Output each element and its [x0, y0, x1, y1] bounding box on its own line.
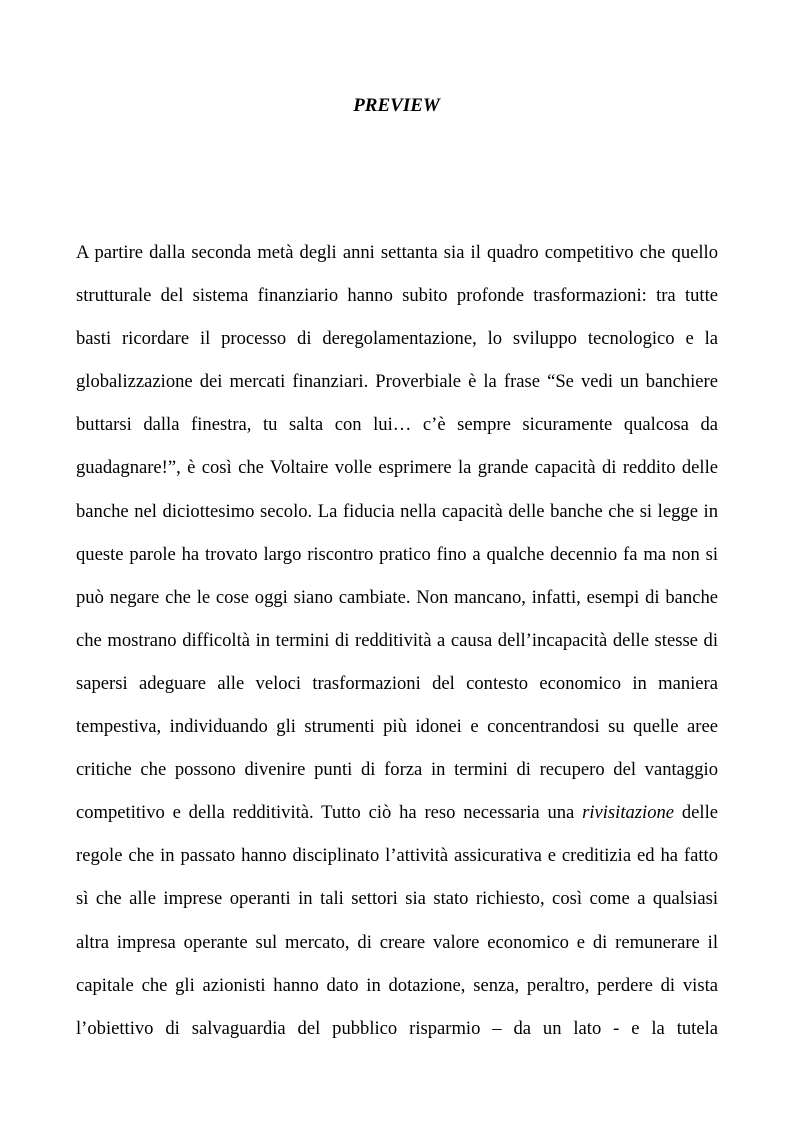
text-line	[76, 274, 718, 317]
text-line	[76, 231, 718, 274]
text-line	[76, 834, 718, 877]
text-line	[76, 317, 718, 360]
text-segment: globalizzazione dei mercati finanziari. Proverbiale è la frase “Se vedi un banchiere	[76, 371, 718, 393]
italic-text: rivisitazione	[582, 802, 675, 824]
text-line	[76, 360, 718, 403]
text-segment: altra impresa operante sul mercato, di creare valore economico e di remunerare il	[76, 931, 718, 953]
text-segment: delle	[674, 802, 718, 824]
text-line	[76, 791, 718, 834]
text-line	[76, 877, 718, 920]
text-segment: banche nel diciottesimo secolo. La fiducia nella capacità delle banche che si legge in	[76, 500, 718, 522]
text-segment: che mostrano difficoltà in termini di redditività a causa dell’incapacità delle stesse di	[76, 629, 718, 651]
text-segment: critiche che possono divenire punti di forza in termini di recupero del vantaggio	[76, 759, 718, 781]
text-segment: guadagnare!”, è così che Voltaire volle esprimere la grande capacità di reddito delle	[76, 457, 718, 479]
text-segment: tempestiva, individuando gli strumenti più idonei e concentrandosi su quelle aree	[76, 716, 718, 738]
text-segment: l’obiettivo di salvaguardia del pubblico risparmio – da un lato - e la tutela	[76, 1017, 718, 1039]
text-line	[76, 619, 718, 662]
text-line	[76, 921, 718, 964]
text-line	[76, 446, 718, 489]
text-segment: basti ricordare il processo di deregolamentazione, lo sviluppo tecnologico e la	[76, 328, 718, 350]
text-line	[76, 964, 718, 1007]
text-segment: strutturale del sistema finanziario hanno subito profonde trasformazioni: tra tutte	[76, 285, 718, 307]
text-segment: può negare che le cose oggi siano cambiate. Non mancano, infatti, esempi di banche	[76, 586, 718, 608]
body-paragraph	[76, 231, 718, 1050]
text-segment: sapersi adeguare alle veloci trasformazioni del contesto economico in maniera	[76, 672, 718, 694]
page-title: PREVIEW	[353, 95, 440, 116]
text-line	[76, 403, 718, 446]
text-line	[76, 576, 718, 619]
text-segment: sì che alle imprese operanti in tali settori sia stato richiesto, così come a qualsiasi	[76, 888, 718, 910]
text-segment: capitale che gli azionisti hanno dato in dotazione, senza, peraltro, perdere di vista	[76, 974, 718, 996]
text-segment: buttarsi dalla finestra, tu salta con lui… c’è sempre sicuramente qualcosa da	[76, 414, 718, 436]
text-line	[76, 705, 718, 748]
text-segment: queste parole ha trovato largo riscontro pratico fino a qualche decennio fa ma non si	[76, 543, 718, 565]
text-line	[76, 662, 718, 705]
text-line	[76, 490, 718, 533]
text-line	[76, 533, 718, 576]
text-segment: competitivo e della redditività. Tutto ciò ha reso necessaria una	[76, 802, 583, 824]
text-segment: regole che in passato hanno disciplinato l’attività assicurativa e creditizia ed ha fatto	[76, 845, 718, 867]
text-line	[76, 1007, 718, 1050]
text-segment: A partire dalla seconda metà degli anni settanta sia il quadro competitivo che quello	[76, 242, 718, 263]
text-line	[76, 748, 718, 791]
